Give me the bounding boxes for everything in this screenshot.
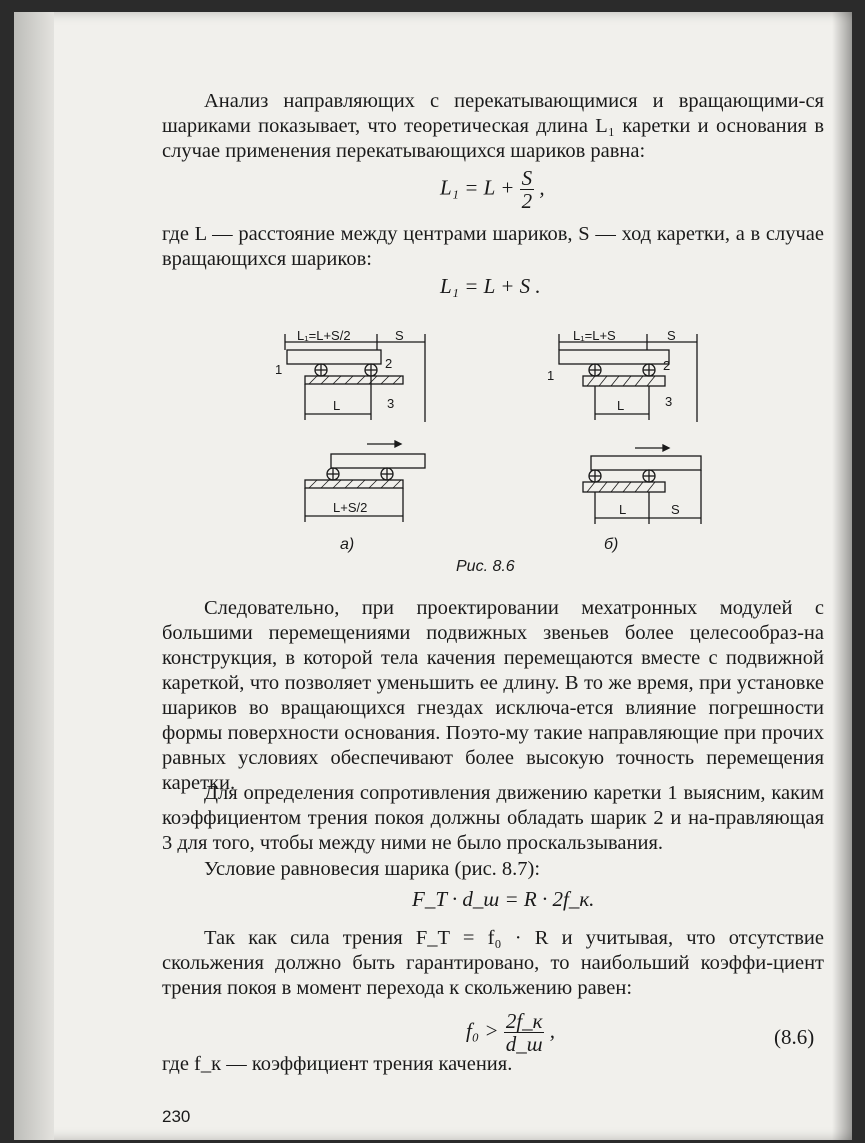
paragraph-7: где f_к — коэффициент трения качения.: [162, 1053, 513, 1075]
fraction-s-over-2: [520, 167, 535, 212]
label-b-l: L: [617, 398, 625, 413]
subfigure-b-label: б): [604, 536, 619, 553]
label-b-bottom-s: S: [671, 502, 680, 517]
label-a-num3: 3: [387, 396, 395, 411]
fraction-numerator: S: [521, 166, 533, 190]
formula-tail: ,: [549, 1018, 555, 1043]
label-a-bottom: L+S/2: [333, 500, 368, 515]
formula-l1-rotating: L₁ = L + S .: [440, 274, 541, 298]
label-a-l: L: [333, 398, 341, 413]
page-gutter: [14, 12, 54, 1140]
formula-l1-rolling: [440, 167, 545, 212]
paragraph-2: где L — расстояние между центрами шариков, S — ход каретки, а в случае вращающихся шариков:: [162, 223, 824, 270]
formula-left: L₁ = L +: [440, 175, 515, 200]
paragraph-5: Условие равновесия шарика (рис. 8.7):: [204, 858, 541, 880]
fraction-denominator: d_ш: [505, 1032, 543, 1056]
diagram-b: [547, 328, 701, 524]
fraction-2fk-over-dsh: [504, 1010, 545, 1055]
guide-diagram: [269, 322, 729, 532]
page-edge-shadow: [832, 12, 852, 1140]
paragraph-1: Анализ направляющих с перекатывающимися и вращающими-ся шариками показывает, что теоретическая длина L₁ каретки и основания в случае применения перекатывающихся шариков равна:: [162, 90, 824, 162]
page-number: 230: [162, 1107, 191, 1126]
fraction-denominator: 2: [521, 189, 533, 213]
label-a-s: S: [395, 328, 404, 343]
paragraph-3: Следовательно, при проектировании мехатронных модулей с большими перемещениями подвижных звеньев более целесообраз-на конструкция, в которой тела качения перемещаются вместе с подвижной кареткой, что позволяет уменьшить ее длину. В то же время, при установке шариков во вращающихся гнездах исключа-ется влияние погрешности формы поверхности основания. Поэто-му такие направляющие при прочих равных условиях обеспечивают более высокую точность перемещения каретки.: [162, 597, 824, 794]
label-b-num3: 3: [665, 394, 673, 409]
formula-tail: ,: [539, 175, 545, 200]
fraction-numerator: 2f_к: [505, 1009, 543, 1033]
figure-caption: Рис. 8.6: [456, 558, 515, 575]
label-b-top: L₁=L+S: [573, 328, 616, 343]
book-page: [14, 12, 852, 1140]
label-a-num2: 2: [385, 356, 393, 371]
label-b-s: S: [667, 328, 676, 343]
label-b-num2: 2: [663, 358, 671, 373]
formula-8-6: [466, 1010, 555, 1055]
formula-left: f₀ >: [466, 1018, 499, 1043]
label-b-num1: 1: [547, 368, 555, 383]
paragraph-6: Так как сила трения F_T = f₀ · R и учитывая, что отсутствие скольжения должно быть гарантировано, то наибольший коэффи-циент трения покоя в момент перехода к скольжению равен:: [162, 927, 824, 999]
subfigure-a-label: а): [340, 536, 355, 553]
figure-8-6: [269, 322, 729, 532]
paragraph-4: Для определения сопротивления движению каретки 1 выясним, каким коэффициентом трения покоя должны обладать шарик 2 и на-правляющая 3 для того, чтобы между ними не было проскальзывания.: [162, 782, 824, 854]
label-a-num1: 1: [275, 362, 283, 377]
label-a-top: L₁=L+S/2: [297, 328, 351, 343]
diagram-a: [275, 328, 425, 522]
label-b-bottom-l: L: [619, 502, 627, 517]
equation-number: (8.6): [774, 1025, 815, 1049]
formula-equilibrium: F_T · d_ш = R · 2f_к.: [412, 887, 595, 911]
